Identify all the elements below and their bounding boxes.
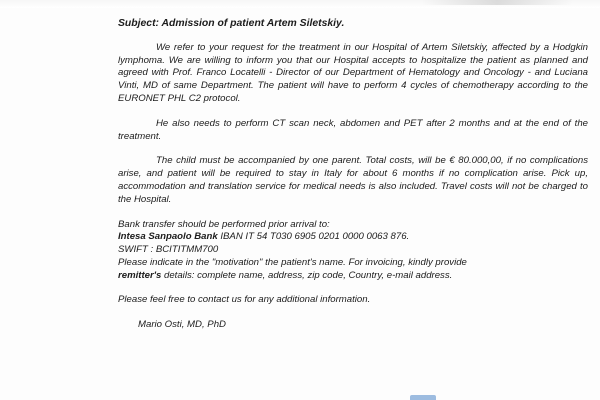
motivation-note: Please indicate in the "motivation" the patient's name. For invoicing, kindly provide: [118, 256, 467, 268]
paragraph-ct-scan: He also needs to perform CT scan neck, abdomen and PET after 2 months and at the end of the treatment.: [118, 117, 588, 142]
bank-swift: SWIFT : BCITITMM700: [118, 244, 219, 256]
bank-iban: IBAN IT 54 T030 6905 0201 0000 0063 876.: [217, 231, 410, 243]
remitter-line: [118, 270, 588, 283]
paragraph-admission: We refer to your request for the treatment in our Hospital of Artem Siletskiy, affected by a Hodgkin lymphoma. We are willing to inform you that our Hospital accepts to hospitalize the patient as planned and agreed with Prof. Franco Locatelli - Director of our Department of Hematology and Oncology - and Luciana Vinti, MD of same Department. The patient will have to perform 4 cycles of chemotherapy according to the EURONET PHL C2 protocol.: [118, 41, 588, 104]
closing-line: Please feel free to contact us for any additional information.: [118, 293, 371, 305]
bank-transfer-section: [118, 219, 588, 283]
paragraph-costs: The child must be accompanied by one parent. Total costs, will be € 80.000,00, if no complications arise, and patient will be required to stay in Italy for about 6 months if no complication arise. Pick up, accommodation and translation service for medical needs is also included. Travel costs will not be charged to the Hospital.: [118, 155, 588, 205]
remitter-details: details: complete name, address, zip code, Country, e-mail address.: [161, 269, 453, 281]
letter-body: [118, 18, 588, 332]
letter-subject: Subject: Admission of patient Artem Siletskiy.: [118, 18, 345, 29]
header-smudge: [422, 0, 572, 5]
stamp-fragment: [410, 395, 436, 400]
bank-name: Intesa Sanpaolo Bank: [118, 231, 218, 243]
signer-name: Mario Osti, MD, PhD: [138, 319, 226, 331]
remitter-label: remitter's: [118, 269, 162, 281]
bank-account-line: [118, 231, 588, 244]
bank-intro: Bank transfer should be performed prior arrival to:: [118, 218, 330, 230]
